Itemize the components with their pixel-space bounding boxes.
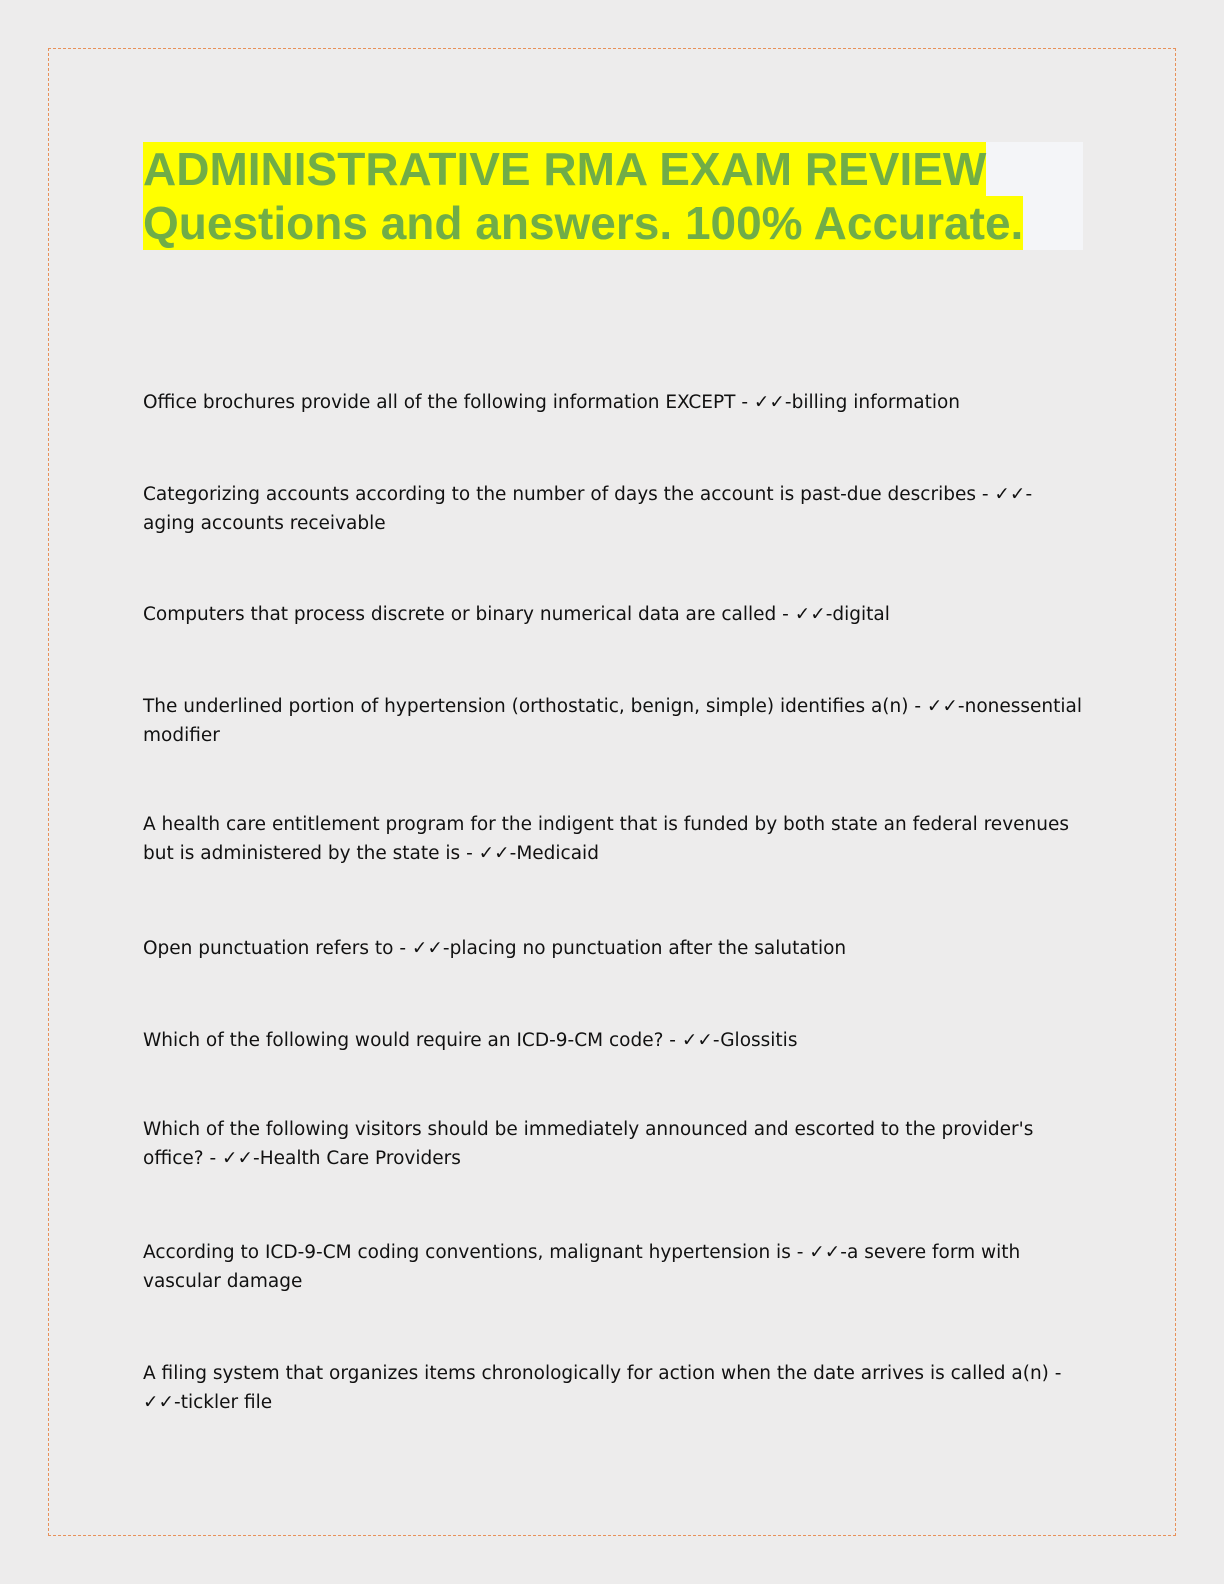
answer-text: -tickler file	[174, 1392, 273, 1413]
answer-text: -nonessential modifier	[143, 696, 1083, 746]
answer-text: -Medicaid	[509, 843, 599, 864]
answer-text: -placing no punctuation after the salutation	[442, 938, 847, 959]
question-text: Office brochures provide all of the following information EXCEPT -	[143, 392, 754, 413]
double-check-icon: ✓✓	[478, 843, 510, 864]
title-line-2: Questions and answers. 100% Accurate.	[143, 197, 1024, 249]
answer-text: -Health Care Providers	[253, 1148, 461, 1169]
qa-item	[143, 480, 1083, 538]
double-check-icon: ✓✓	[222, 1148, 254, 1169]
answer-text: -aging accounts receivable	[143, 484, 1033, 534]
double-check-icon: ✓✓	[753, 392, 785, 413]
question-text: Which of the following would require an ICD-9-CM code? -	[143, 1030, 682, 1051]
qa-item	[143, 810, 1083, 868]
question-text: Which of the following visitors should be immediately announced and escorted to the provider's office? -	[143, 1119, 1034, 1169]
qa-item	[143, 1026, 1083, 1055]
answer-text: -digital	[825, 604, 890, 625]
question-text: Open punctuation refers to -	[143, 938, 412, 959]
title-line-1: ADMINISTRATIVE RMA EXAM REVIEW	[143, 143, 987, 195]
double-check-icon: ✓✓	[681, 1030, 713, 1051]
double-check-icon: ✓✓	[794, 604, 826, 625]
answer-text: -a severe form with vascular damage	[143, 1242, 1021, 1292]
qa-item	[143, 1115, 1083, 1173]
question-text: A filing system that organizes items chronologically for action when the date arrives is called a(n) -	[143, 1363, 1062, 1384]
qa-item	[143, 934, 1083, 963]
double-check-icon: ✓✓	[994, 484, 1026, 505]
answer-text: -billing information	[784, 392, 961, 413]
qa-item	[143, 1359, 1083, 1417]
question-text: Computers that process discrete or binary numerical data are called -	[143, 604, 795, 625]
answer-text: -Glossitis	[712, 1030, 798, 1051]
double-check-icon: ✓✓	[926, 696, 958, 717]
document-title	[143, 142, 1083, 250]
question-text: According to ICD-9-CM coding conventions, malignant hypertension is -	[143, 1242, 810, 1263]
question-text: The underlined portion of hypertension (orthostatic, benign, simple) identifies a(n) -	[143, 696, 927, 717]
qa-item	[143, 600, 1083, 629]
double-check-icon: ✓✓	[143, 1392, 175, 1413]
page-border	[48, 48, 1176, 1536]
question-text: A health care entitlement program for the indigent that is funded by both state an federal revenues but is administered by the state is -	[143, 814, 1069, 864]
qa-item	[143, 1238, 1083, 1296]
double-check-icon: ✓✓	[411, 938, 443, 959]
double-check-icon: ✓✓	[809, 1242, 841, 1263]
qa-item	[143, 692, 1083, 750]
qa-item	[143, 388, 1083, 417]
question-text: Categorizing accounts according to the number of days the account is past-due describes -	[143, 484, 995, 505]
